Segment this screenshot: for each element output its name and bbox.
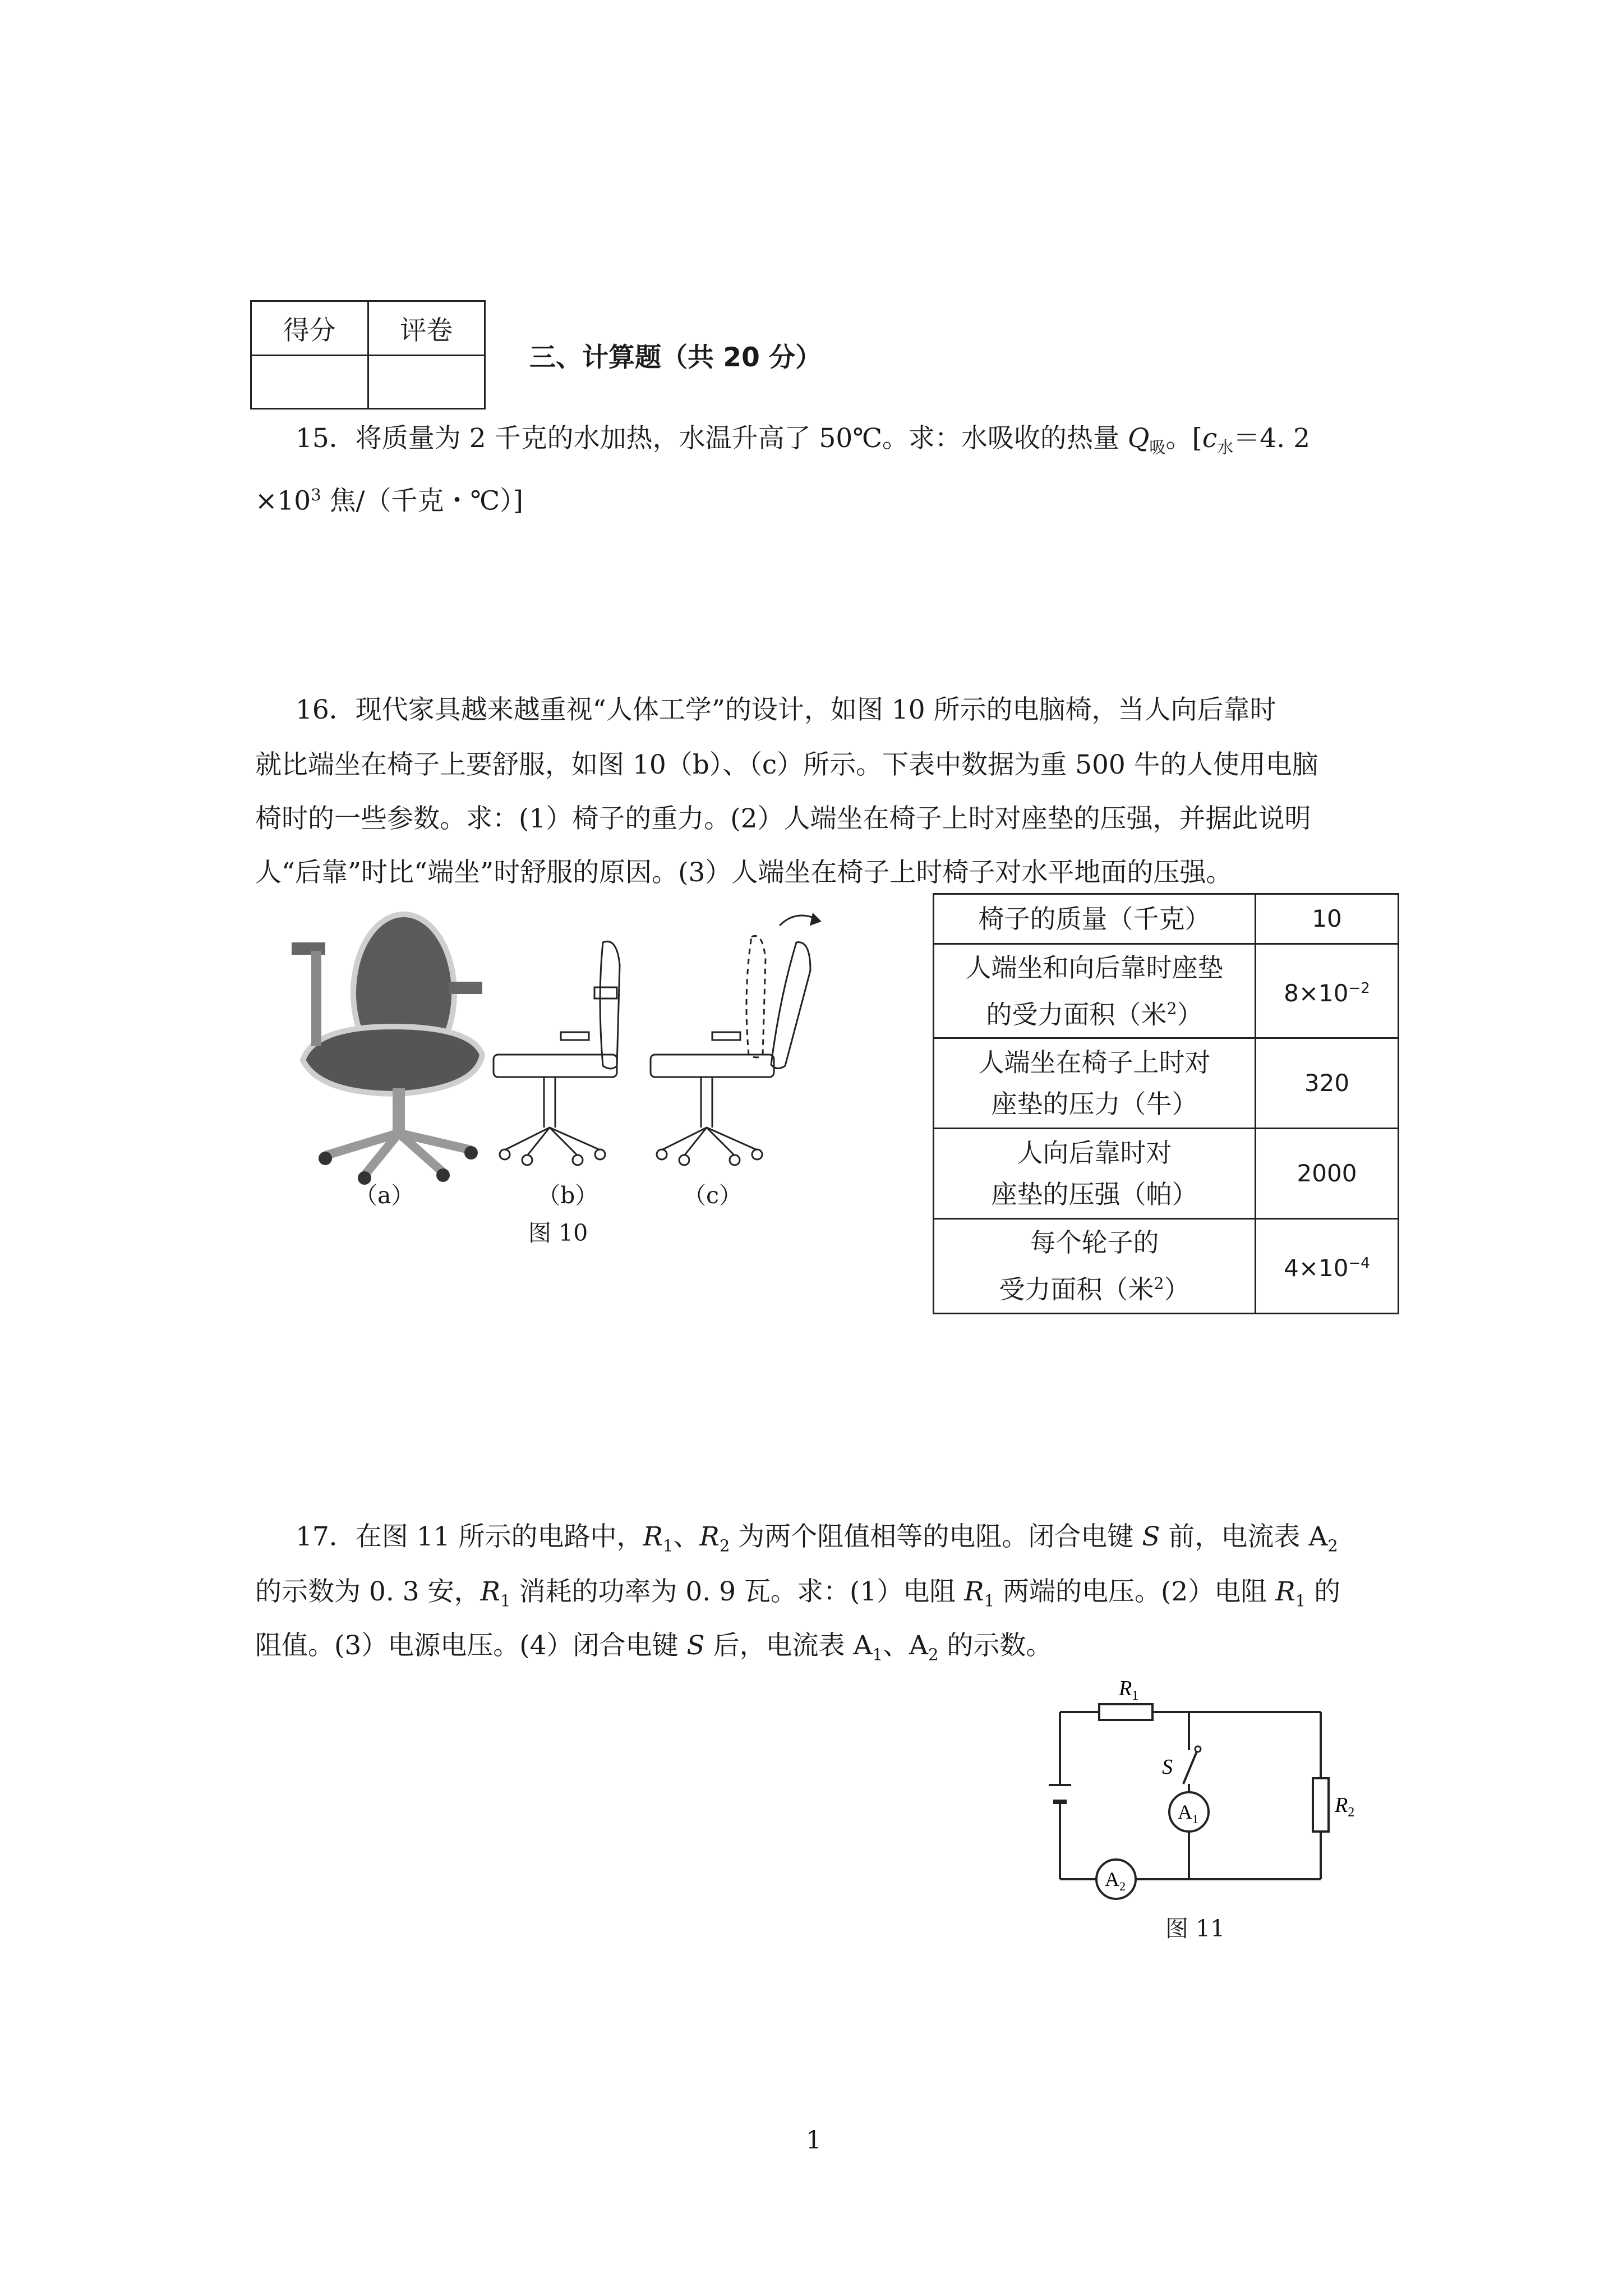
figure-10-caption: 图 10 <box>528 1220 588 1246</box>
resistor-r2 <box>1313 1778 1329 1832</box>
table-cell-label: 每个轮子的 受力面积（米$^2$） <box>934 1219 1256 1313</box>
q16-line3: 椅时的一些参数。求：(1）椅子的重力。(2）人端坐在椅子上时对座垫的压强，并据此说明 <box>255 803 1311 834</box>
figure-label-c: （c） <box>683 1182 742 1209</box>
table-row <box>934 944 1399 1038</box>
circuit-s-label: S <box>1162 1755 1173 1779</box>
chair-a-illustration <box>292 914 482 1185</box>
score-box <box>250 300 486 409</box>
chair-c-illustration <box>651 914 820 1165</box>
table-cell-label: 人端坐和向后靠时座垫 的受力面积（米$^2$） <box>934 944 1256 1038</box>
circuit-diagram <box>1043 1677 1357 1902</box>
table-cell-value: 2000 <box>1256 1129 1399 1219</box>
table-cell-value: $8\times 10^{-2}$ <box>1256 944 1399 1038</box>
circuit-r2-label: $R_2$ <box>1335 1793 1355 1820</box>
table-row <box>934 1038 1399 1129</box>
grader-cell[interactable] <box>368 356 485 409</box>
chair-b-illustration <box>494 941 620 1165</box>
q16-line2: 就比端坐在椅子上要舒服，如图 10（b）、（c）所示。下表中数据为重 500 牛的人使用电脑 <box>255 749 1318 780</box>
switch-s <box>1183 1750 1197 1784</box>
q15-line2: $\times 10^3$ 焦/（千克・℃）] <box>255 485 523 517</box>
table-row <box>934 1129 1399 1219</box>
q17-line3: 阻值。(3）电源电压。(4）闭合电键 S 后，电流表 $A_1$、$A_2$ 的示数。 <box>255 1630 1053 1664</box>
table-cell-value: 320 <box>1256 1038 1399 1129</box>
circuit-a2-label: $A_2$ <box>1105 1868 1126 1893</box>
battery <box>1049 1785 1071 1802</box>
page-number: 1 <box>806 2126 822 2155</box>
q16-line1: 16．现代家具越来越重视“人体工学”的设计，如图 10 所示的电脑椅，当人向后靠时 <box>296 694 1276 725</box>
figure-label-a: （a） <box>354 1182 414 1209</box>
table-cell-label: 人向后靠时对 座垫的压强（帕） <box>934 1129 1256 1219</box>
score-header: 得分 <box>251 301 368 356</box>
circuit-a1-label: $A_1$ <box>1178 1801 1198 1826</box>
q17-line1: 17．在图 11 所示的电路中，$R_1$、$R_2$ 为两个阻值相等的电阻。闭合电键 S 前，电流表 $A_2$ <box>296 1521 1338 1556</box>
q15-line1: 15．将质量为 2 千克的水加热，水温升高了 50℃。求：水吸收的热量 $Q_吸$。[$c_水=4$. 2 <box>296 423 1311 457</box>
q16-line4: 人“后靠”时比“端坐”时舒服的原因。(3）人端坐在椅子上时椅子对水平地面的压强。 <box>255 857 1233 888</box>
chair-parameter-table <box>933 893 1399 1314</box>
table-cell-value: $4\times 10^{-4}$ <box>1256 1219 1399 1313</box>
figure-11-caption: 图 11 <box>1165 1915 1225 1942</box>
section-title: 三、计算题（共 20 分） <box>529 342 822 373</box>
grader-header: 评卷 <box>368 301 485 356</box>
q17-line2: 的示数为 0. 3 安，$R_1$ 消耗的功率为 0. 9 瓦。求：(1）电阻 $R_1$ 两端的电压。(2）电阻 $R_1$ 的 <box>255 1576 1341 1611</box>
chairs-figure <box>280 886 875 1189</box>
table-row <box>934 894 1399 944</box>
table-cell-value: 10 <box>1256 894 1399 944</box>
figure-label-b: （b） <box>537 1182 598 1209</box>
table-cell-label: 椅子的质量（千克） <box>934 894 1256 944</box>
score-cell[interactable] <box>251 356 368 409</box>
circuit-r1-label: $R_1$ <box>1119 1677 1139 1703</box>
table-row <box>934 1219 1399 1313</box>
resistor-r1 <box>1099 1704 1152 1720</box>
table-cell-label: 人端坐在椅子上时对 座垫的压力（牛） <box>934 1038 1256 1129</box>
